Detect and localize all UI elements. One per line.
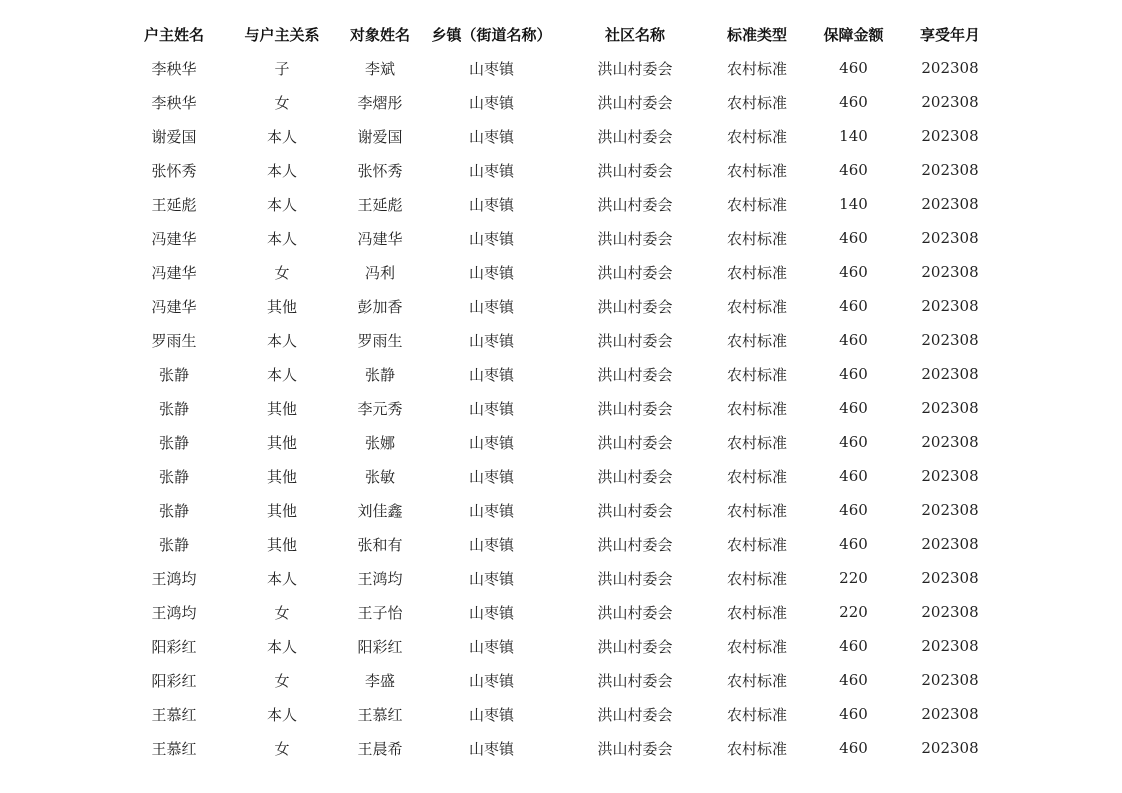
community-cell: 洪山村委会 bbox=[597, 127, 673, 146]
amount-cell: 460 bbox=[839, 365, 868, 383]
amount-cell: 140 bbox=[839, 195, 868, 213]
amount-cell: 460 bbox=[839, 93, 868, 111]
month-cell: 202308 bbox=[921, 501, 979, 519]
township-cell: 山枣镇 bbox=[468, 535, 514, 554]
recipient-name-cell: 彭加香 bbox=[357, 297, 403, 316]
recipient-name-cell: 李盛 bbox=[364, 671, 395, 690]
amount-cell: 460 bbox=[839, 671, 868, 689]
township-cell: 山枣镇 bbox=[468, 263, 514, 282]
recipient-name-cell: 谢爱国 bbox=[357, 127, 403, 146]
month-cell: 202308 bbox=[921, 433, 979, 451]
table-row bbox=[120, 323, 996, 357]
standard-type-cell: 农村标准 bbox=[726, 671, 787, 690]
month-cell: 202308 bbox=[921, 535, 979, 553]
recipient-name-cell: 王子怡 bbox=[357, 603, 403, 622]
table-row bbox=[120, 731, 996, 765]
table-row bbox=[120, 357, 996, 391]
community-cell: 洪山村委会 bbox=[597, 263, 673, 282]
householder-name-cell: 李秧华 bbox=[151, 93, 197, 112]
householder-name-cell: 谢爱国 bbox=[151, 127, 197, 146]
community-cell: 洪山村委会 bbox=[597, 195, 673, 214]
standard-type-cell: 农村标准 bbox=[726, 535, 787, 554]
householder-name-cell: 阳彩红 bbox=[151, 637, 197, 656]
table-row bbox=[120, 561, 996, 595]
allowance-table bbox=[120, 17, 996, 765]
recipient-name-cell: 阳彩红 bbox=[357, 637, 403, 656]
amount-cell: 460 bbox=[839, 161, 868, 179]
relationship-cell: 本人 bbox=[266, 127, 297, 146]
township-cell: 山枣镇 bbox=[468, 399, 514, 418]
standard-type-cell: 农村标准 bbox=[726, 569, 787, 588]
township-cell: 山枣镇 bbox=[468, 467, 514, 486]
table-row bbox=[120, 255, 996, 289]
month-cell: 202308 bbox=[921, 365, 979, 383]
householder-name-cell: 张静 bbox=[158, 365, 189, 384]
relationship-cell: 本人 bbox=[266, 705, 297, 724]
header-relationship: 与户主关系 bbox=[244, 25, 320, 44]
header-township: 乡镇（街道名称） bbox=[431, 25, 552, 44]
month-cell: 202308 bbox=[921, 93, 979, 111]
month-cell: 202308 bbox=[921, 297, 979, 315]
relationship-cell: 子 bbox=[274, 59, 290, 78]
community-cell: 洪山村委会 bbox=[597, 161, 673, 180]
amount-cell: 460 bbox=[839, 637, 868, 655]
relationship-cell: 其他 bbox=[266, 433, 297, 452]
community-cell: 洪山村委会 bbox=[597, 501, 673, 520]
standard-type-cell: 农村标准 bbox=[726, 59, 787, 78]
table-header bbox=[120, 17, 996, 51]
community-cell: 洪山村委会 bbox=[597, 297, 673, 316]
amount-cell: 460 bbox=[839, 501, 868, 519]
relationship-cell: 女 bbox=[274, 671, 290, 690]
householder-name-cell: 王鸿均 bbox=[151, 603, 197, 622]
township-cell: 山枣镇 bbox=[468, 331, 514, 350]
community-cell: 洪山村委会 bbox=[597, 467, 673, 486]
householder-name-cell: 冯建华 bbox=[151, 297, 197, 316]
month-cell: 202308 bbox=[921, 739, 979, 757]
table-row bbox=[120, 425, 996, 459]
amount-cell: 140 bbox=[839, 127, 868, 145]
standard-type-cell: 农村标准 bbox=[726, 501, 787, 520]
standard-type-cell: 农村标准 bbox=[726, 399, 787, 418]
table-row bbox=[120, 153, 996, 187]
recipient-name-cell: 王慕红 bbox=[357, 705, 403, 724]
recipient-name-cell: 李熠彤 bbox=[357, 93, 403, 112]
relationship-cell: 其他 bbox=[266, 399, 297, 418]
relationship-cell: 女 bbox=[274, 93, 290, 112]
table-row bbox=[120, 289, 996, 323]
community-cell: 洪山村委会 bbox=[597, 603, 673, 622]
month-cell: 202308 bbox=[921, 569, 979, 587]
householder-name-cell: 张静 bbox=[158, 501, 189, 520]
recipient-name-cell: 冯利 bbox=[364, 263, 395, 282]
township-cell: 山枣镇 bbox=[468, 433, 514, 452]
community-cell: 洪山村委会 bbox=[597, 705, 673, 724]
standard-type-cell: 农村标准 bbox=[726, 195, 787, 214]
relationship-cell: 本人 bbox=[266, 637, 297, 656]
month-cell: 202308 bbox=[921, 467, 979, 485]
householder-name-cell: 王慕红 bbox=[151, 705, 197, 724]
amount-cell: 460 bbox=[839, 739, 868, 757]
table-row bbox=[120, 221, 996, 255]
relationship-cell: 其他 bbox=[266, 297, 297, 316]
header-row bbox=[120, 17, 996, 51]
standard-type-cell: 农村标准 bbox=[726, 603, 787, 622]
recipient-name-cell: 王延彪 bbox=[357, 195, 403, 214]
township-cell: 山枣镇 bbox=[468, 705, 514, 724]
relationship-cell: 女 bbox=[274, 603, 290, 622]
amount-cell: 220 bbox=[839, 603, 868, 621]
month-cell: 202308 bbox=[921, 603, 979, 621]
standard-type-cell: 农村标准 bbox=[726, 127, 787, 146]
table-body bbox=[120, 51, 996, 765]
recipient-name-cell: 罗雨生 bbox=[357, 331, 403, 350]
householder-name-cell: 冯建华 bbox=[151, 263, 197, 282]
recipient-name-cell: 张静 bbox=[364, 365, 395, 384]
township-cell: 山枣镇 bbox=[468, 93, 514, 112]
header-amount: 保障金额 bbox=[823, 25, 884, 44]
month-cell: 202308 bbox=[921, 263, 979, 281]
township-cell: 山枣镇 bbox=[468, 229, 514, 248]
householder-name-cell: 王鸿均 bbox=[151, 569, 197, 588]
township-cell: 山枣镇 bbox=[468, 297, 514, 316]
standard-type-cell: 农村标准 bbox=[726, 365, 787, 384]
header-recipient-name: 对象姓名 bbox=[349, 25, 410, 44]
community-cell: 洪山村委会 bbox=[597, 331, 673, 350]
recipient-name-cell: 李元秀 bbox=[357, 399, 403, 418]
relationship-cell: 其他 bbox=[266, 535, 297, 554]
householder-name-cell: 张静 bbox=[158, 433, 189, 452]
table-row bbox=[120, 595, 996, 629]
standard-type-cell: 农村标准 bbox=[726, 705, 787, 724]
recipient-name-cell: 张娜 bbox=[364, 433, 395, 452]
header-householder-name: 户主姓名 bbox=[143, 25, 204, 44]
relationship-cell: 本人 bbox=[266, 229, 297, 248]
amount-cell: 460 bbox=[839, 705, 868, 723]
table-row bbox=[120, 527, 996, 561]
community-cell: 洪山村委会 bbox=[597, 739, 673, 758]
standard-type-cell: 农村标准 bbox=[726, 229, 787, 248]
relationship-cell: 本人 bbox=[266, 569, 297, 588]
township-cell: 山枣镇 bbox=[468, 501, 514, 520]
householder-name-cell: 王慕红 bbox=[151, 739, 197, 758]
amount-cell: 460 bbox=[839, 467, 868, 485]
householder-name-cell: 张静 bbox=[158, 399, 189, 418]
standard-type-cell: 农村标准 bbox=[726, 467, 787, 486]
relationship-cell: 女 bbox=[274, 739, 290, 758]
header-community: 社区名称 bbox=[604, 25, 665, 44]
recipient-name-cell: 张和有 bbox=[357, 535, 403, 554]
amount-cell: 460 bbox=[839, 229, 868, 247]
community-cell: 洪山村委会 bbox=[597, 93, 673, 112]
township-cell: 山枣镇 bbox=[468, 161, 514, 180]
recipient-name-cell: 王晨希 bbox=[357, 739, 403, 758]
amount-cell: 460 bbox=[839, 297, 868, 315]
householder-name-cell: 张静 bbox=[158, 535, 189, 554]
amount-cell: 460 bbox=[839, 263, 868, 281]
community-cell: 洪山村委会 bbox=[597, 229, 673, 248]
month-cell: 202308 bbox=[921, 127, 979, 145]
township-cell: 山枣镇 bbox=[468, 127, 514, 146]
standard-type-cell: 农村标准 bbox=[726, 739, 787, 758]
amount-cell: 460 bbox=[839, 399, 868, 417]
amount-cell: 460 bbox=[839, 59, 868, 77]
householder-name-cell: 张静 bbox=[158, 467, 189, 486]
community-cell: 洪山村委会 bbox=[597, 399, 673, 418]
recipient-name-cell: 王鸿均 bbox=[357, 569, 403, 588]
householder-name-cell: 王延彪 bbox=[151, 195, 197, 214]
amount-cell: 460 bbox=[839, 433, 868, 451]
householder-name-cell: 李秧华 bbox=[151, 59, 197, 78]
amount-cell: 220 bbox=[839, 569, 868, 587]
householder-name-cell: 冯建华 bbox=[151, 229, 197, 248]
table-row bbox=[120, 391, 996, 425]
relationship-cell: 其他 bbox=[266, 501, 297, 520]
community-cell: 洪山村委会 bbox=[597, 569, 673, 588]
standard-type-cell: 农村标准 bbox=[726, 263, 787, 282]
month-cell: 202308 bbox=[921, 399, 979, 417]
standard-type-cell: 农村标准 bbox=[726, 297, 787, 316]
community-cell: 洪山村委会 bbox=[597, 535, 673, 554]
table-row bbox=[120, 697, 996, 731]
relationship-cell: 本人 bbox=[266, 161, 297, 180]
table-row bbox=[120, 663, 996, 697]
relationship-cell: 本人 bbox=[266, 195, 297, 214]
standard-type-cell: 农村标准 bbox=[726, 161, 787, 180]
community-cell: 洪山村委会 bbox=[597, 365, 673, 384]
table-row bbox=[120, 119, 996, 153]
table-row bbox=[120, 629, 996, 663]
township-cell: 山枣镇 bbox=[468, 671, 514, 690]
month-cell: 202308 bbox=[921, 59, 979, 77]
table-row bbox=[120, 85, 996, 119]
relationship-cell: 女 bbox=[274, 263, 290, 282]
amount-cell: 460 bbox=[839, 331, 868, 349]
table-row bbox=[120, 51, 996, 85]
header-standard-type: 标准类型 bbox=[726, 25, 787, 44]
relationship-cell: 本人 bbox=[266, 365, 297, 384]
header-month: 享受年月 bbox=[919, 25, 980, 44]
recipient-name-cell: 李斌 bbox=[364, 59, 395, 78]
table-row bbox=[120, 459, 996, 493]
recipient-name-cell: 冯建华 bbox=[357, 229, 403, 248]
township-cell: 山枣镇 bbox=[468, 365, 514, 384]
householder-name-cell: 张怀秀 bbox=[151, 161, 197, 180]
table-row bbox=[120, 187, 996, 221]
month-cell: 202308 bbox=[921, 195, 979, 213]
relationship-cell: 本人 bbox=[266, 331, 297, 350]
month-cell: 202308 bbox=[921, 161, 979, 179]
recipient-name-cell: 张怀秀 bbox=[357, 161, 403, 180]
township-cell: 山枣镇 bbox=[468, 569, 514, 588]
standard-type-cell: 农村标准 bbox=[726, 433, 787, 452]
month-cell: 202308 bbox=[921, 705, 979, 723]
table-row bbox=[120, 493, 996, 527]
township-cell: 山枣镇 bbox=[468, 739, 514, 758]
community-cell: 洪山村委会 bbox=[597, 637, 673, 656]
relationship-cell: 其他 bbox=[266, 467, 297, 486]
recipient-name-cell: 张敏 bbox=[364, 467, 395, 486]
householder-name-cell: 阳彩红 bbox=[151, 671, 197, 690]
community-cell: 洪山村委会 bbox=[597, 671, 673, 690]
standard-type-cell: 农村标准 bbox=[726, 637, 787, 656]
community-cell: 洪山村委会 bbox=[597, 59, 673, 78]
township-cell: 山枣镇 bbox=[468, 59, 514, 78]
amount-cell: 460 bbox=[839, 535, 868, 553]
township-cell: 山枣镇 bbox=[468, 603, 514, 622]
township-cell: 山枣镇 bbox=[468, 195, 514, 214]
standard-type-cell: 农村标准 bbox=[726, 331, 787, 350]
month-cell: 202308 bbox=[921, 229, 979, 247]
householder-name-cell: 罗雨生 bbox=[151, 331, 197, 350]
township-cell: 山枣镇 bbox=[468, 637, 514, 656]
month-cell: 202308 bbox=[921, 331, 979, 349]
standard-type-cell: 农村标准 bbox=[726, 93, 787, 112]
community-cell: 洪山村委会 bbox=[597, 433, 673, 452]
recipient-name-cell: 刘佳鑫 bbox=[357, 501, 403, 520]
month-cell: 202308 bbox=[921, 637, 979, 655]
month-cell: 202308 bbox=[921, 671, 979, 689]
